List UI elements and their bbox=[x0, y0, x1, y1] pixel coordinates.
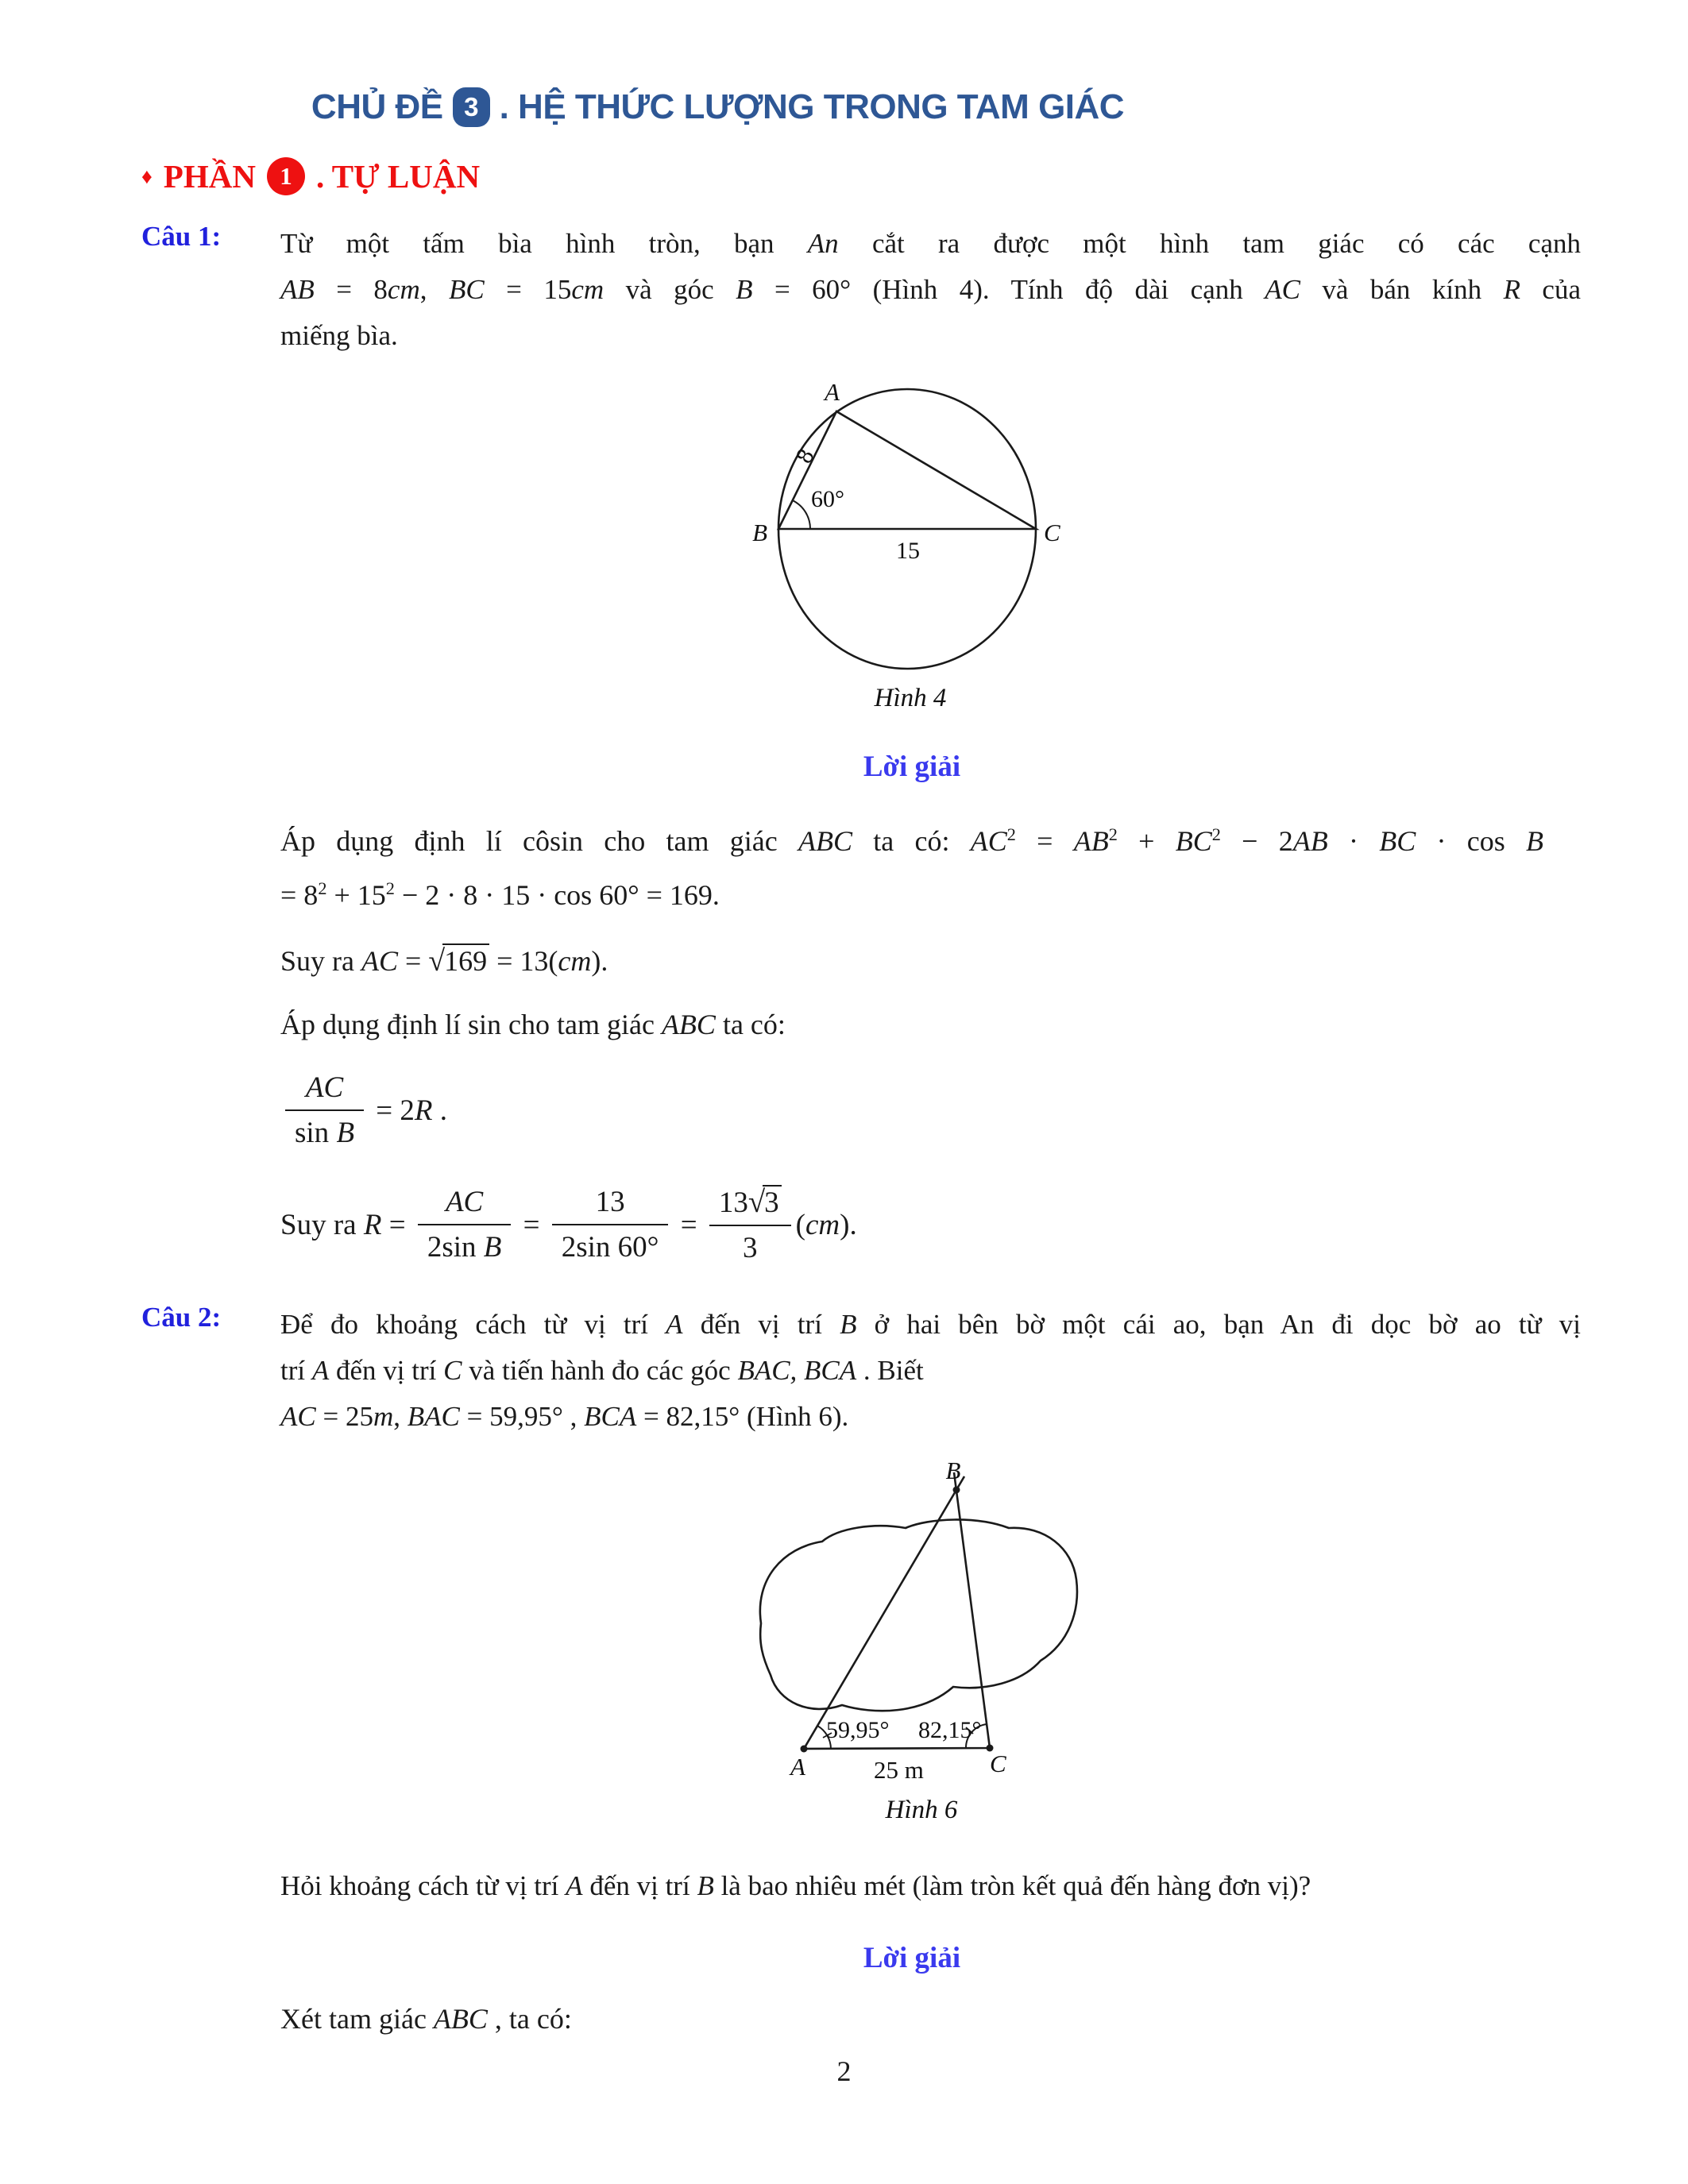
equation-lead: Suy ra R = bbox=[280, 1208, 413, 1241]
solution-1-heading: Lời giải bbox=[863, 751, 961, 783]
question-2-line-1: Để đo khoảng cách từ vị trí A đến vị trí B ở hai bên bờ một cái ao, bạn An đi dọc bờ ao từ vị bbox=[280, 1309, 1581, 1340]
question-1-text bbox=[280, 221, 1581, 359]
hinh-6-drawing bbox=[747, 1453, 1096, 1790]
question-2-text bbox=[280, 1302, 1581, 1440]
vertex-label-a: A bbox=[790, 1753, 805, 1781]
question-1-line-2: AB = 8cm, BC = 15cm và góc B = 60° (Hình 4). Tính độ dài cạnh AC và bán kính R của bbox=[280, 274, 1581, 305]
point-b bbox=[953, 1487, 960, 1494]
cosine-line-2: = $8^2 + 15^2 - 2 \cdot 8 \cdot 15 \cdot \cos 60^\circ = 169$. bbox=[280, 878, 720, 911]
side-ac-length: 25 m bbox=[874, 1756, 924, 1784]
vertex-label-b: B bbox=[752, 519, 767, 546]
angle-c-value: 82,15° bbox=[918, 1717, 982, 1743]
vertex-label-c: C bbox=[1044, 519, 1060, 546]
point-a bbox=[801, 1746, 808, 1753]
pond-outline bbox=[760, 1519, 1077, 1711]
solution-1-sine-intro: Áp dụng định lí sin cho tam giác ABC ta có: bbox=[280, 1009, 786, 1040]
vertex-label-b: B bbox=[945, 1457, 961, 1484]
equals-sign: = bbox=[516, 1208, 547, 1241]
fraction-ac-sinb bbox=[285, 1069, 364, 1152]
solution-2-heading: Lời giải bbox=[863, 1942, 961, 1974]
equation-sine-rule bbox=[280, 1062, 1688, 1159]
diamond-bullet-icon: ♦ bbox=[141, 164, 153, 188]
part-heading-label: PHẦN bbox=[163, 158, 256, 195]
question-2-line-2: trí A đến vị trí C và tiến hành đo các góc BAC, BCA . Biết bbox=[280, 1355, 924, 1386]
figure-hinh-6 bbox=[747, 1453, 1096, 1825]
question-2-line-3: AC = 25m, BAC = 59,95° , BCA = 82,15° (Hình 6). bbox=[280, 1401, 849, 1432]
part-heading bbox=[141, 157, 1688, 195]
side-bc-length: 15 bbox=[896, 538, 920, 564]
fraction-denominator: sin B bbox=[295, 1117, 355, 1149]
question-2-followup: Hỏi khoảng cách từ vị trí A đến vị trí B là bao nhiêu mét (làm tròn kết quả đến hàng đơn vị)? bbox=[280, 1870, 1311, 1901]
cosine-line-1: Áp dụng định lí côsin cho tam giác ABC ta có: $AC^2 = AB^2 + BC^2 - 2AB$ · BC · cos B bbox=[280, 824, 1543, 857]
part-number-badge: 1 bbox=[267, 157, 305, 195]
angle-arc-b bbox=[793, 500, 810, 529]
solution-1-ac-result: Suy ra AC = √169 = 13(cm). bbox=[280, 944, 608, 978]
solution-2-intro: Xét tam giác ABC , ta có: bbox=[280, 2003, 572, 2035]
side-ab-length: 8 bbox=[790, 444, 820, 468]
part-heading-suffix: . TỰ LUẬN bbox=[315, 158, 481, 195]
hinh-4-drawing bbox=[728, 370, 1093, 678]
fraction-13sqrt3-3: $\frac{13√3}{3}$ bbox=[709, 1183, 791, 1267]
angle-b-value: 60° bbox=[811, 486, 844, 512]
question-1-label: Câu 1: bbox=[141, 221, 222, 252]
solution-1-cosine-paragraph bbox=[280, 814, 1543, 922]
fraction-numerator: AC bbox=[285, 1069, 364, 1111]
vertex-label-a: A bbox=[825, 378, 840, 406]
question-2 bbox=[0, 1302, 1688, 1440]
equation-radius bbox=[280, 1173, 1688, 1276]
question-2-label: Câu 2: bbox=[141, 1302, 222, 1333]
angle-a-value: 59,95° bbox=[826, 1717, 890, 1743]
fraction-ac-2sinb: $\frac{AC}{\text{2sin B}}$ bbox=[418, 1183, 512, 1266]
document-title bbox=[0, 0, 1435, 127]
question-1-line-3: miếng bìa. bbox=[280, 320, 398, 351]
question-1-line-1: Từ một tấm bìa hình tròn, bạn An cắt ra được một hình tam giác có các cạnh bbox=[280, 228, 1581, 259]
document-title-prefix: CHỦ ĐỀ bbox=[311, 87, 443, 126]
vertex-label-c: C bbox=[990, 1750, 1006, 1777]
equals-sign: = bbox=[673, 1208, 705, 1241]
question-1 bbox=[0, 221, 1688, 359]
figure-4-caption: Hình 4 bbox=[874, 684, 947, 712]
fraction-13-2sin60: $\frac{13}{2\sin 60^\circ}$ bbox=[552, 1183, 669, 1266]
figure-hinh-4 bbox=[728, 370, 1093, 713]
page-number: 2 bbox=[836, 2055, 852, 2087]
equation-unit: (cm). bbox=[795, 1208, 857, 1241]
equation-tail: = 2R . bbox=[369, 1094, 448, 1127]
figure-6-caption: Hình 6 bbox=[885, 1796, 958, 1824]
chapter-number-badge: 3 bbox=[453, 87, 490, 127]
document-title-suffix: . HỆ THỨC LƯỢNG TRONG TAM GIÁC bbox=[499, 87, 1125, 126]
